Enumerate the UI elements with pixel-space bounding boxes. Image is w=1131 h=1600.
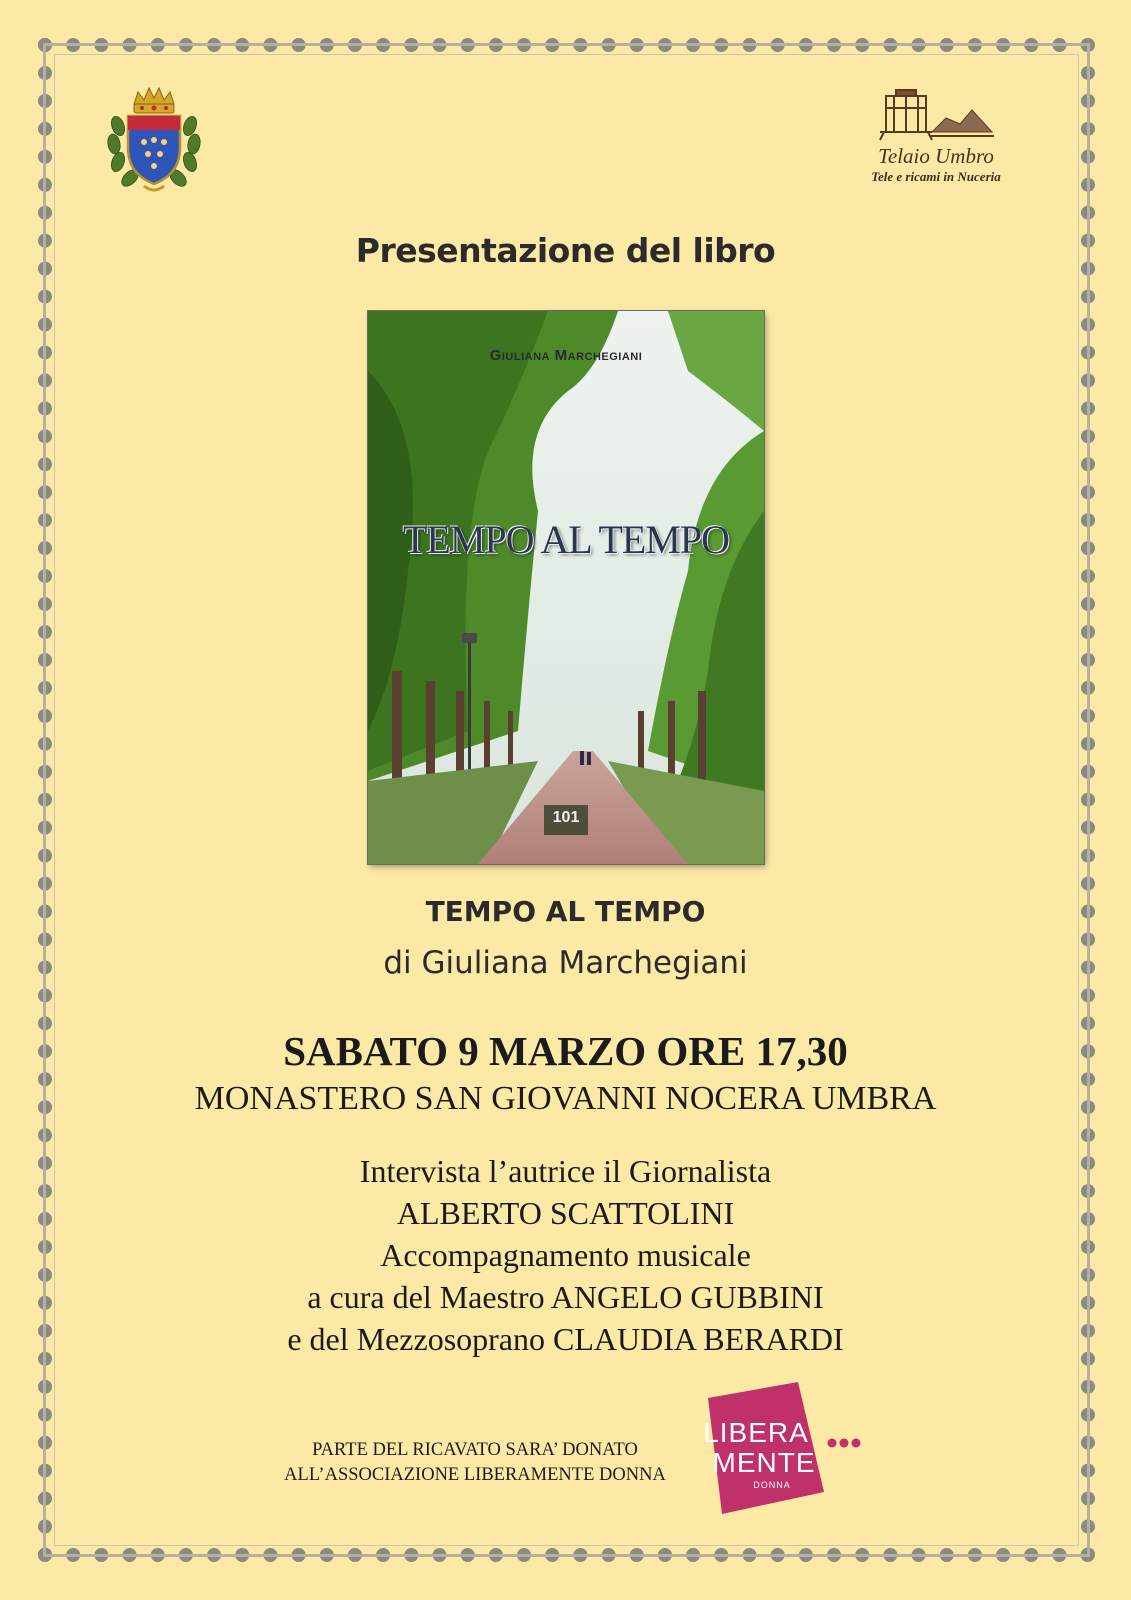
telaio-umbro-logo <box>846 88 1026 200</box>
book-title: TEMPO AL TEMPO <box>425 895 706 928</box>
event-date-time: SABATO 9 MARZO ORE 17,30 <box>283 1028 848 1074</box>
logo-line-1: LIBERA <box>703 1417 809 1448</box>
page-heading: Presentazione del libro <box>355 231 776 270</box>
cover-title: TEMPO AL TEMPO <box>402 517 730 562</box>
details-line: ALBERTO SCATTOLINI <box>396 1195 735 1231</box>
logo-line-3: DONNA <box>753 1480 791 1490</box>
donation-line: PARTE DEL RICAVATO SARA’ DONATO <box>312 1440 638 1460</box>
book-author: di Giuliana Marchegiani <box>383 945 748 981</box>
book-cover <box>368 311 764 864</box>
sponsor-name: Telaio Umbro <box>878 144 994 168</box>
liberamente-donna-logo <box>702 1380 862 1520</box>
details-line: Accompagnamento musicale <box>380 1237 751 1273</box>
details-line: e del Mezzosoprano CLAUDIA BERARDI <box>287 1321 844 1357</box>
loom-icon <box>876 88 996 142</box>
donation-line: ALL’ASSOCIAZIONE LIBERAMENTE DONNA <box>284 1465 666 1485</box>
details-line: a cura del Maestro ANGELO GUBBINI <box>307 1279 824 1315</box>
cover-author: Giuliana Marchegiani <box>489 347 643 364</box>
event-details <box>0 1150 1131 1360</box>
tree-lined-avenue-image <box>368 311 764 864</box>
event-location: MONASTERO SAN GIOVANNI NOCERA UMBRA <box>194 1080 937 1117</box>
municipal-coat-of-arms-icon <box>104 86 204 198</box>
sponsor-tagline: Tele e ricami in Nuceria <box>871 169 1001 184</box>
logo-line-2: MENTE <box>712 1447 816 1478</box>
donation-note <box>240 1438 710 1488</box>
details-line: Intervista l’autrice il Giornalista <box>359 1153 772 1189</box>
publisher-mark: 101 <box>552 809 580 826</box>
